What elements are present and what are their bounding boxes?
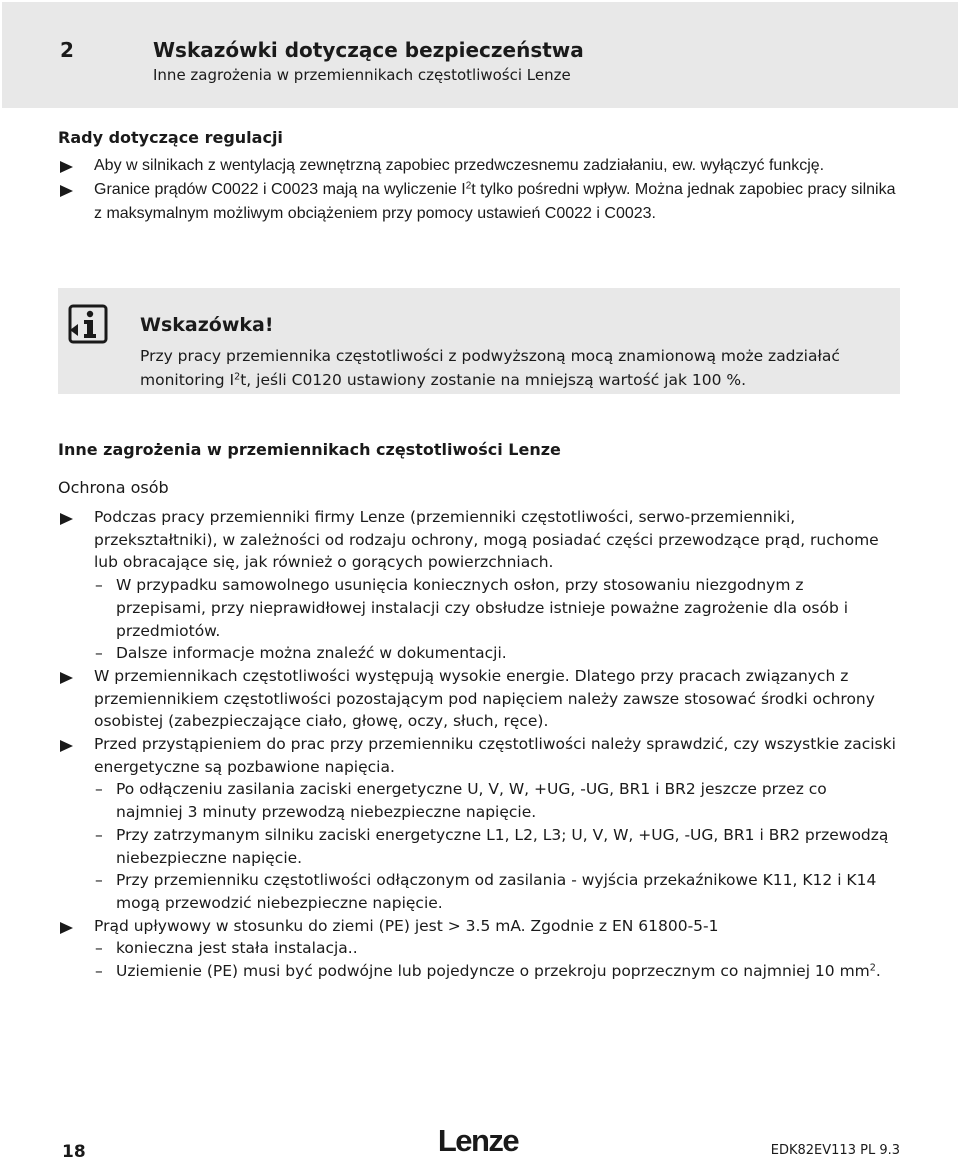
dash-marker: – bbox=[95, 825, 103, 844]
item-text: W przemiennikach częstotliwości występują wysokie energie. Dlatego przy pracach związanych z przemiennikiem częstotliwości pozostającym pod napięciem należy zawsze stosować środki ochrony osobistej (zabezpieczające ciało, głowę, oczy, słuch, ręce). bbox=[94, 666, 875, 731]
info-note-icon bbox=[68, 304, 108, 344]
bullet-triangle-icon bbox=[60, 161, 73, 173]
bullet-item bbox=[58, 733, 898, 778]
dash-marker: – bbox=[95, 576, 103, 595]
bullet-triangle-icon bbox=[60, 922, 73, 934]
item-text: Granice prądów C0022 i C0023 mają na wyliczenie I bbox=[94, 181, 466, 198]
bullet-triangle-icon bbox=[60, 513, 73, 525]
bullet-item bbox=[58, 154, 898, 178]
chapter-number: 2 bbox=[60, 38, 74, 62]
tuning-heading: Rady dotyczące regulacji bbox=[58, 128, 283, 147]
note-box bbox=[58, 288, 900, 394]
item-text: konieczna jest stała instalacja.. bbox=[116, 939, 358, 958]
bullet-item bbox=[58, 178, 898, 226]
svg-text:Lenze: Lenze bbox=[437, 1125, 519, 1157]
sub-item bbox=[58, 869, 898, 914]
note-text: Przy pracy przemiennika częstotliwości z podwyższoną mocą znamionową może zadziałać monitoring $I^2t$, jeśli C0120 ustawiony zostanie na mniejszą wartość jak 100 %. bbox=[140, 347, 840, 389]
page-header bbox=[2, 2, 958, 108]
dash-marker: – bbox=[95, 962, 103, 981]
sub-item bbox=[58, 824, 898, 869]
risks-list bbox=[58, 506, 898, 983]
dash-marker: – bbox=[95, 939, 103, 958]
superscript: 2 bbox=[869, 962, 876, 974]
bullet-triangle-icon bbox=[60, 185, 73, 197]
item-text: Przy zatrzymanym silniku zaciski energetyczne L1, L2, L3; U, V, W, +UG, -UG, BR1 i BR2 przewodzą niebezpieczne napięcie. bbox=[116, 825, 889, 867]
bullet-triangle-icon bbox=[60, 672, 73, 684]
section-heading: Inne zagrożenia w przemiennikach częstotliwości Lenze bbox=[58, 440, 561, 459]
dash-marker: – bbox=[95, 644, 103, 663]
item-text: Dalsze informacje można znaleźć w dokumentacji. bbox=[116, 644, 507, 663]
item-text: W przypadku samowolnego usunięcia koniecznych osłon, przy stosowaniu niezgodnym z przepisami, przy nieprawidłowej instalacji czy obsłudze istnieje poważne zagrożenie dla osób i przedmiotów. bbox=[116, 576, 849, 640]
dash-marker: – bbox=[95, 871, 103, 890]
item-text: . bbox=[875, 962, 881, 981]
chapter-title: Wskazówki dotyczące bezpieczeństwa bbox=[153, 38, 584, 62]
sub-item bbox=[58, 778, 898, 823]
dash-marker: – bbox=[95, 780, 103, 799]
item-text: Podczas pracy przemienniki firmy Lenze (przemienniki częstotliwości, serwo‑przemienniki, przekształtniki), w zależności od rodzaju ochrony, mogą posiadać części przewodzące prąd, ruchome lub obracające się, jak również o gorących powierzchniach. bbox=[94, 508, 879, 572]
sub-item bbox=[58, 960, 898, 983]
bullet-item bbox=[58, 915, 898, 938]
tuning-list bbox=[58, 154, 898, 226]
section-subheading: Ochrona osób bbox=[58, 478, 169, 497]
sub-item bbox=[58, 642, 898, 665]
document-code: EDK82EV113 PL 9.3 bbox=[770, 1143, 900, 1158]
bullet-item bbox=[58, 506, 898, 574]
item-text: Aby w silnikach z wentylacją zewnętrzną zapobiec przedwczesnemu zadziałaniu, ew. wyłączyć funkcję. bbox=[94, 157, 825, 174]
bullet-item bbox=[58, 665, 898, 733]
item-text: Po odłączeniu zasilania zaciski energetyczne U, V, W, +UG, -UG, BR1 i BR2 jeszcze przez co najmniej 3 minuty przewodzą niebezpieczne napięcie. bbox=[116, 780, 827, 822]
sub-item bbox=[58, 574, 898, 642]
superscript: 2 bbox=[465, 180, 472, 192]
note-title: Wskazówka! bbox=[140, 314, 274, 336]
sub-item bbox=[58, 937, 898, 960]
item-text: Uziemienie (PE) musi być podwójne lub pojedyncze o przekroju poprzecznym co najmniej 10 mm bbox=[116, 962, 870, 981]
item-text: Przy przemienniku częstotliwości odłączonym od zasilania - wyjścia przekaźnikowe K11, K12 i K14 mogą przewodzić niebezpieczne napięcie. bbox=[116, 871, 877, 912]
bullet-triangle-icon bbox=[60, 740, 73, 752]
item-text: Prąd upływowy w stosunku do ziemi (PE) jest > 3.5 mA. Zgodnie z EN 61800‑5‑1 bbox=[94, 916, 719, 935]
item-text: t tylko pośredni wpływ. Można jednak zapobiec pracy silnika z maksymalnym możliwym obciążeniem przy pomocy ustawień C0022 i C0023. bbox=[94, 181, 896, 222]
lenze-logo bbox=[428, 1125, 528, 1157]
chapter-subtitle: Inne zagrożenia w przemiennikach częstotliwości Lenze bbox=[153, 66, 571, 84]
item-text: Przed przystąpieniem do prac przy przemienniku częstotliwości należy sprawdzić, czy wszystkie zaciski energetyczne są pozbawione napięcia. bbox=[94, 735, 896, 776]
page-number: 18 bbox=[62, 1142, 86, 1162]
